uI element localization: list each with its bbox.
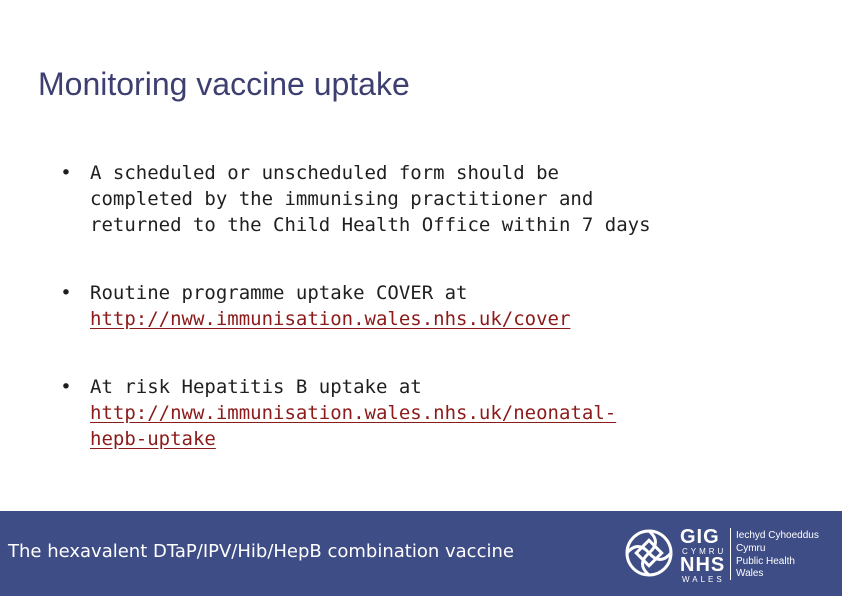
logo-cymru-text: CYMRU <box>682 547 727 556</box>
bullet-item-hepb <box>56 374 756 452</box>
bullet-item-form <box>56 160 756 238</box>
hepb-uptake-link[interactable]: http://nww.immunisation.wales.nhs.uk/neonatal- <box>90 402 617 424</box>
bullet-marker: • <box>60 162 72 184</box>
logo-divider <box>730 528 731 580</box>
bullet-text-line: completed by the immunising practitioner and <box>90 188 594 210</box>
bullet-item-cover <box>56 280 756 332</box>
slide-title: Monitoring vaccine uptake <box>38 66 410 102</box>
bullet-marker: • <box>60 376 72 398</box>
public-health-wales-logo <box>622 522 827 584</box>
bullet-text-line: Routine programme uptake COVER at <box>90 282 468 304</box>
bullet-text-line: returned to the Child Health Office within 7 days <box>90 214 651 236</box>
bullet-text-line: At risk Hepatitis B uptake at <box>90 376 422 398</box>
logo-org-line: Iechyd Cyhoeddus <box>736 530 819 541</box>
celtic-knot-icon <box>622 524 676 582</box>
logo-org-line: Public Health <box>736 556 795 567</box>
hepb-uptake-link-continued[interactable]: hepb-uptake <box>90 428 216 450</box>
logo-gig-text: GIG <box>680 526 720 548</box>
logo-wales-text: WALES <box>682 575 725 584</box>
logo-org-line: Wales <box>736 568 764 579</box>
bullet-text-line: A scheduled or unscheduled form should be <box>90 162 559 184</box>
footer-caption: The hexavalent DTaP/IPV/Hib/HepB combination vaccine <box>8 541 514 562</box>
logo-nhs-text: NHS <box>680 554 726 576</box>
cover-link[interactable]: http://nww.immunisation.wales.nhs.uk/cover <box>90 308 571 330</box>
bullet-marker: • <box>60 282 72 304</box>
bullet-list <box>56 160 756 452</box>
logo-org-line: Cymru <box>736 543 766 554</box>
